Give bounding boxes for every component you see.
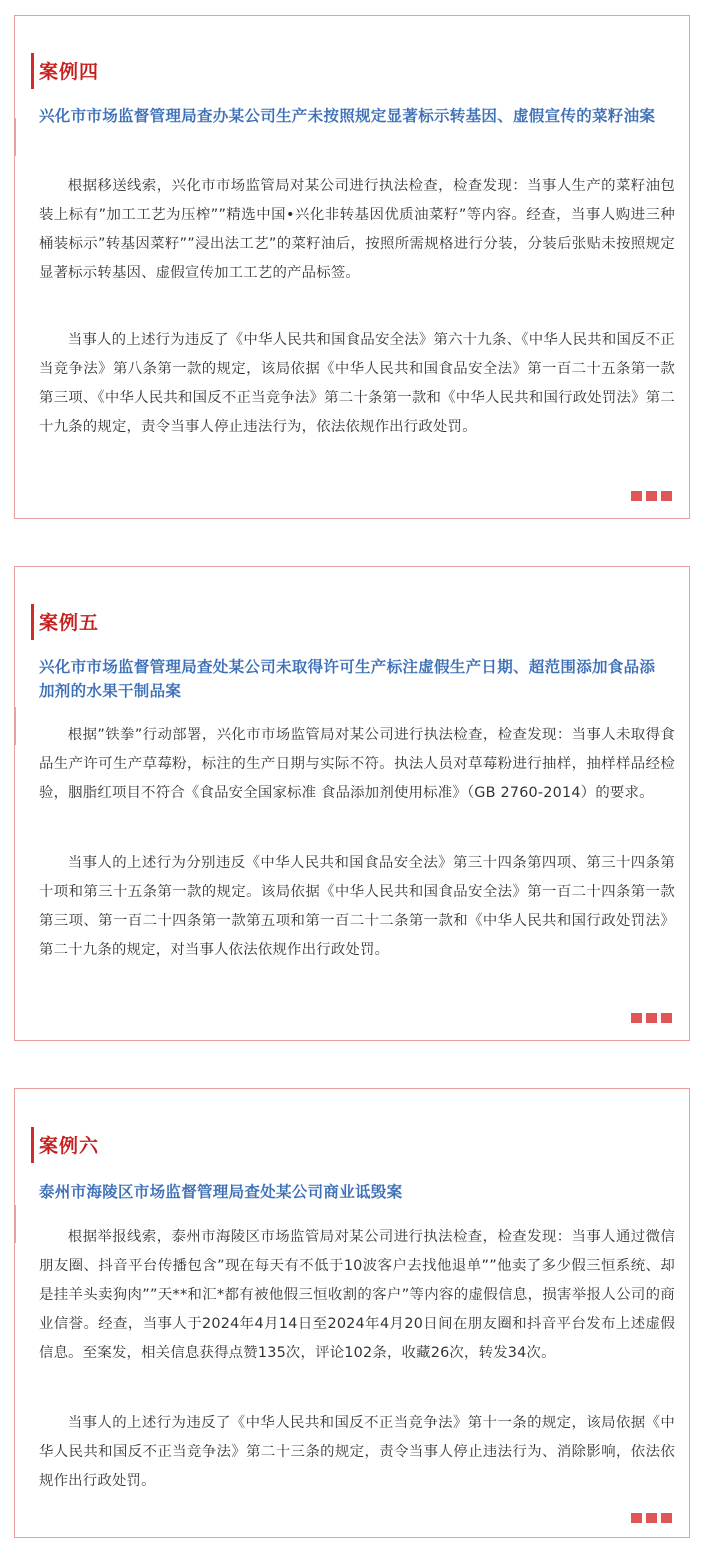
case-paragraph: 根据举报线索，泰州市海陵区市场监管局对某公司进行执法检查，检查发现：当事人通过微信朋友圈、抖音平台传播包含”现在每天有不低于10波客户去找他退单””他卖了多少假三恒系统、却是挂羊头卖狗肉””天**和汇*都有被他假三恒收割的客户”等内容的虚假信息，损害举报人公司的商业信誉。经查，当事人于2024年4月14日至2024年4月20日间在朋友圈和抖音平台发布上述虚假信息。至案发，相关信息获得点赞135次，评论102条，收藏26次，转发34次。 xyxy=(39,1229,675,1361)
case-card-6 xyxy=(14,1088,690,1538)
more-icon xyxy=(631,1013,673,1023)
case-paragraph: 根据”铁拳”行动部署，兴化市市场监管局对某公司进行执法检查，检查发现：当事人未取得食品生产许可生产草莓粉，标注的生产日期与实际不符。执法人员对草莓粉进行抽样，抽样样品经检验，胭脂红项目不符合《食品安全国家标准 食品添加剂使用标准》（GB 2760-2014）的要求。 xyxy=(39,727,675,801)
case-card-5 xyxy=(14,566,690,1041)
case-tag-label: 案例五 xyxy=(39,612,100,634)
tag-accent-bar xyxy=(31,53,34,89)
case-title: 兴化市市场监督管理局查办某公司生产未按照规定显著标示转基因、虚假宣传的菜籽油案 xyxy=(39,107,656,125)
case-title: 泰州市海陵区市场监督管理局查处某公司商业诋毁案 xyxy=(39,1183,403,1201)
case-paragraph: 当事人的上述行为违反了《中华人民共和国食品安全法》第六十九条、《中华人民共和国反不正当竞争法》第八条第一款的规定，该局依据《中华人民共和国食品安全法》第一百二十五条第一款第三项、《中华人民共和国反不正当竞争法》第二十条第一款和《中华人民共和国行政处罚法》第二十九条的规定，责令当事人停止违法行为，依法依规作出行政处罚。 xyxy=(39,332,675,435)
case-tag xyxy=(31,604,121,640)
case-tag-label: 案例四 xyxy=(39,61,100,83)
case-paragraph: 根据移送线索，兴化市市场监管局对某公司进行执法检查，检查发现：当事人生产的菜籽油包装上标有”加工工艺为压榨””精选中国•兴化非转基因优质油菜籽”等内容。经查，当事人购进三种桶装标示”转基因菜籽””浸出法工艺”的菜籽油后，按照所需规格进行分装，分装后张贴未按照规定显著标示转基因、虚假宣传加工工艺的产品标签。 xyxy=(39,178,675,281)
case-paragraph: 当事人的上述行为违反了《中华人民共和国反不正当竞争法》第十一条的规定，该局依据《中华人民共和国反不正当竞争法》第二十三条的规定，责令当事人停止违法行为、消除影响，依法依规作出行政处罚。 xyxy=(39,1415,675,1489)
more-icon xyxy=(631,491,673,501)
case-card-4 xyxy=(14,15,690,519)
case-tag xyxy=(31,53,121,89)
tag-accent-bar xyxy=(31,604,34,640)
case-tag-label: 案例六 xyxy=(39,1135,100,1157)
case-paragraph: 当事人的上述行为分别违反《中华人民共和国食品安全法》第三十四条第四项、第三十四条第十项和第三十五条第一款的规定。该局依据《中华人民共和国食品安全法》第一百二十四条第一款第三项、第一百二十四条第一款第五项和第一百二十二条第一款和《中华人民共和国行政处罚法》第二十九条的规定，对当事人依法依规作出行政处罚。 xyxy=(39,855,675,958)
case-tag xyxy=(31,1127,121,1163)
more-icon xyxy=(631,1513,673,1523)
tag-accent-bar xyxy=(31,1127,34,1163)
divider xyxy=(15,118,16,156)
case-title: 兴化市市场监督管理局查处某公司未取得许可生产标注虚假生产日期、超范围添加食品添加剂的水果干制品案 xyxy=(39,658,656,700)
divider xyxy=(15,707,16,745)
divider xyxy=(15,1205,16,1243)
